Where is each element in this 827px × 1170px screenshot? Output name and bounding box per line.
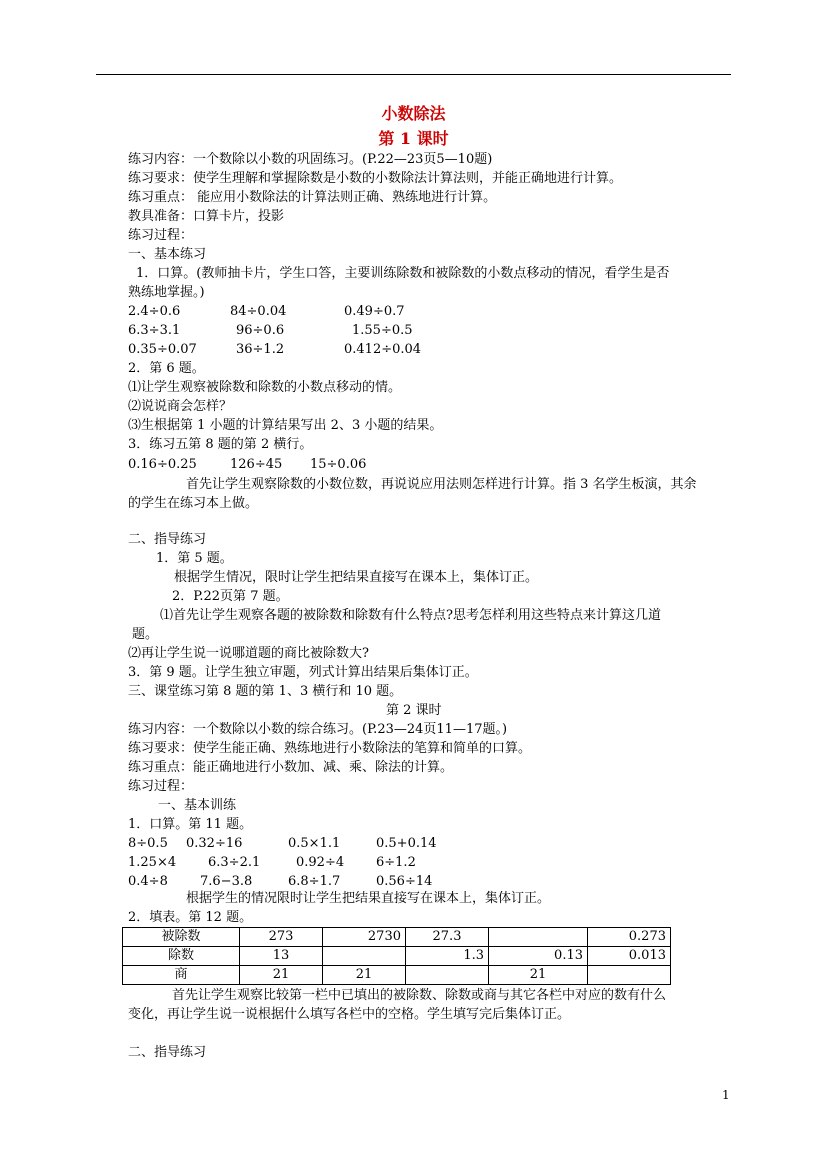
table-cell: 0.013 — [588, 947, 671, 966]
lesson1-part3-heading: 三、课堂练习第 8 题的第 1、3 横行和 10 题。 — [128, 684, 403, 699]
table-cell: 273 — [240, 928, 323, 947]
exercise: 1.55÷0.5 — [352, 323, 413, 338]
document-title: 小数除法 — [381, 104, 446, 123]
guide-item1-text: 根据学生情况，限时让学生把结果直接写在课本上，集体订正。 — [174, 570, 539, 585]
exercise: 2.4÷0.6 — [128, 304, 181, 319]
table-cell: 商 — [123, 966, 240, 985]
guide-item3: 3．第 9 题。让学生独立审题，列式计算出结果后集体订正。 — [128, 665, 478, 680]
table-row — [123, 947, 671, 966]
lesson1-item2-1: ⑴让学生观察被除数和除数的小数点移动的情。 — [128, 380, 402, 395]
lesson2-paragraph-line1: 首先让学生观察比较第一栏中已填出的被除数、除数或商与其它各栏中对应的数有什么 — [172, 988, 667, 1003]
exercise: 1.25×4 — [128, 855, 177, 870]
exercise: 0.16÷0.25 — [128, 457, 197, 472]
exercise: 0.49÷0.7 — [344, 304, 405, 319]
lesson1-item2-3: ⑶生根据第 1 小题的计算结果写出 2、3 小题的结果。 — [128, 418, 443, 433]
exercise: 8÷0.5 — [128, 836, 168, 851]
lesson1-item3: 3．练习五第 8 题的第 2 横行。 — [128, 437, 313, 452]
exercise: 0.92÷4 — [296, 855, 345, 870]
exercise: 6.8÷1.7 — [288, 874, 341, 889]
header-rule — [96, 74, 731, 75]
exercise: 0.56÷14 — [376, 874, 433, 889]
exercise: 126÷45 — [230, 457, 283, 472]
exercise: 7.6−3.8 — [200, 874, 253, 889]
guide-item2: 2．P.22页第 7 题。 — [172, 589, 289, 604]
guide-item1: 1．第 5 题。 — [156, 551, 233, 566]
table-cell: 21 — [240, 966, 323, 985]
lesson1-process: 练习过程： — [128, 228, 194, 243]
table-cell: 21 — [489, 966, 588, 985]
exercise: 0.412÷0.04 — [344, 342, 422, 357]
table-cell: 21 — [323, 966, 406, 985]
page-number: 1 — [722, 1088, 730, 1102]
lesson2-item1: 1．口算。第 11 题。 — [128, 817, 253, 832]
exercise: 0.5×1.1 — [288, 836, 341, 851]
exercise: 6÷1.2 — [376, 855, 416, 870]
lesson2-item2: 2．填表。第 12 题。 — [128, 910, 253, 925]
exercise: 84÷0.04 — [230, 304, 287, 319]
exercise: 0.5+0.14 — [376, 836, 437, 851]
exercise: 15÷0.06 — [310, 457, 367, 472]
lesson2-content: 练习内容：一个数除以小数的综合练习。(P.23—24页11—17题。) — [128, 722, 508, 737]
table-cell: 被除数 — [123, 928, 240, 947]
table-cell — [588, 966, 671, 985]
exercise: 6.3÷2.1 — [208, 855, 261, 870]
lesson2-part2-heading: 二、指导练习 — [128, 1045, 207, 1060]
lesson1-paragraph-line1: 首先让学生观察除数的小数位数，再说说应用法则怎样进行计算。指 3 名学生板演，其余 — [186, 477, 697, 492]
exercise: 6.3÷3.1 — [128, 323, 181, 338]
table-cell: 27.3 — [406, 928, 489, 947]
lesson1-item1-line1: 1．口算。(教师抽卡片，学生口答，主要训练除数和被除数的小数点移动的情况，看学生是否 — [136, 266, 670, 281]
table-cell: 2730 — [323, 928, 406, 947]
table-cell: 13 — [240, 947, 323, 966]
lesson2-process: 练习过程： — [128, 779, 194, 794]
lesson-1-heading: 第 1 课时 — [378, 129, 449, 148]
table-cell — [323, 947, 406, 966]
lesson1-part2-heading: 二、指导练习 — [128, 532, 207, 547]
lesson1-focus: 练习重点： 能应用小数除法的计算法则正确、熟练地进行计算。 — [128, 190, 497, 205]
exercise: 0.32÷16 — [186, 836, 243, 851]
table-row — [123, 966, 671, 985]
guide-item2-2: ⑵再让学生说一说哪道题的商比被除数大? — [128, 646, 369, 661]
lesson1-tools: 教具准备：口算卡片，投影 — [128, 209, 285, 224]
lesson1-content: 练习内容：一个数除以小数的巩固练习。(P.22—23页5—10题) — [128, 152, 493, 167]
exercise: 36÷1.2 — [236, 342, 285, 357]
lesson2-paragraph-line2: 变化，再让学生说一说根据什么填写各栏中的空格。学生填写完后集体订正。 — [128, 1007, 571, 1022]
exercise: 96÷0.6 — [236, 323, 285, 338]
table-cell — [406, 966, 489, 985]
lesson1-requirement: 练习要求：使学生理解和掌握除数是小数的小数除法计算法则，并能正确地进行计算。 — [128, 171, 623, 186]
lesson1-item2: 2．第 6 题。 — [128, 361, 205, 376]
table-cell: 1.3 — [406, 947, 489, 966]
guide-item2-1-line1: ⑴首先让学生观察各题的被除数和除数有什么特点?思考怎样利用这些特点来计算这几道 — [160, 608, 661, 623]
lesson2-focus: 练习重点：能正确地进行小数加、减、乘、除法的计算。 — [128, 760, 454, 775]
table-cell: 除数 — [123, 947, 240, 966]
table-cell — [489, 928, 588, 947]
guide-item2-1-line2: 题。 — [132, 627, 159, 642]
lesson1-item1-line2: 熟练地掌握。) — [128, 285, 205, 300]
lesson2-requirement: 练习要求：使学生能正确、熟练地进行小数除法的笔算和简单的口算。 — [128, 741, 532, 756]
exercise: 0.35÷0.07 — [128, 342, 197, 357]
exercise: 0.4÷8 — [128, 874, 168, 889]
lesson2-item1-text: 根据学生的情况限时让学生把结果直接写在课本上，集体订正。 — [186, 891, 551, 906]
table-cell: 0.273 — [588, 928, 671, 947]
table-row — [123, 928, 671, 947]
lesson1-paragraph-line2: 的学生在练习本上做。 — [128, 496, 259, 511]
fill-in-table — [122, 927, 671, 985]
lesson2-part1-heading: 一、基本训练 — [158, 798, 237, 813]
lesson1-item2-2: ⑵说说商会怎样？ — [128, 399, 233, 414]
lesson-2-heading: 第 2 课时 — [386, 703, 442, 718]
lesson1-part1-heading: 一、基本练习 — [128, 247, 207, 262]
table-cell: 0.13 — [489, 947, 588, 966]
